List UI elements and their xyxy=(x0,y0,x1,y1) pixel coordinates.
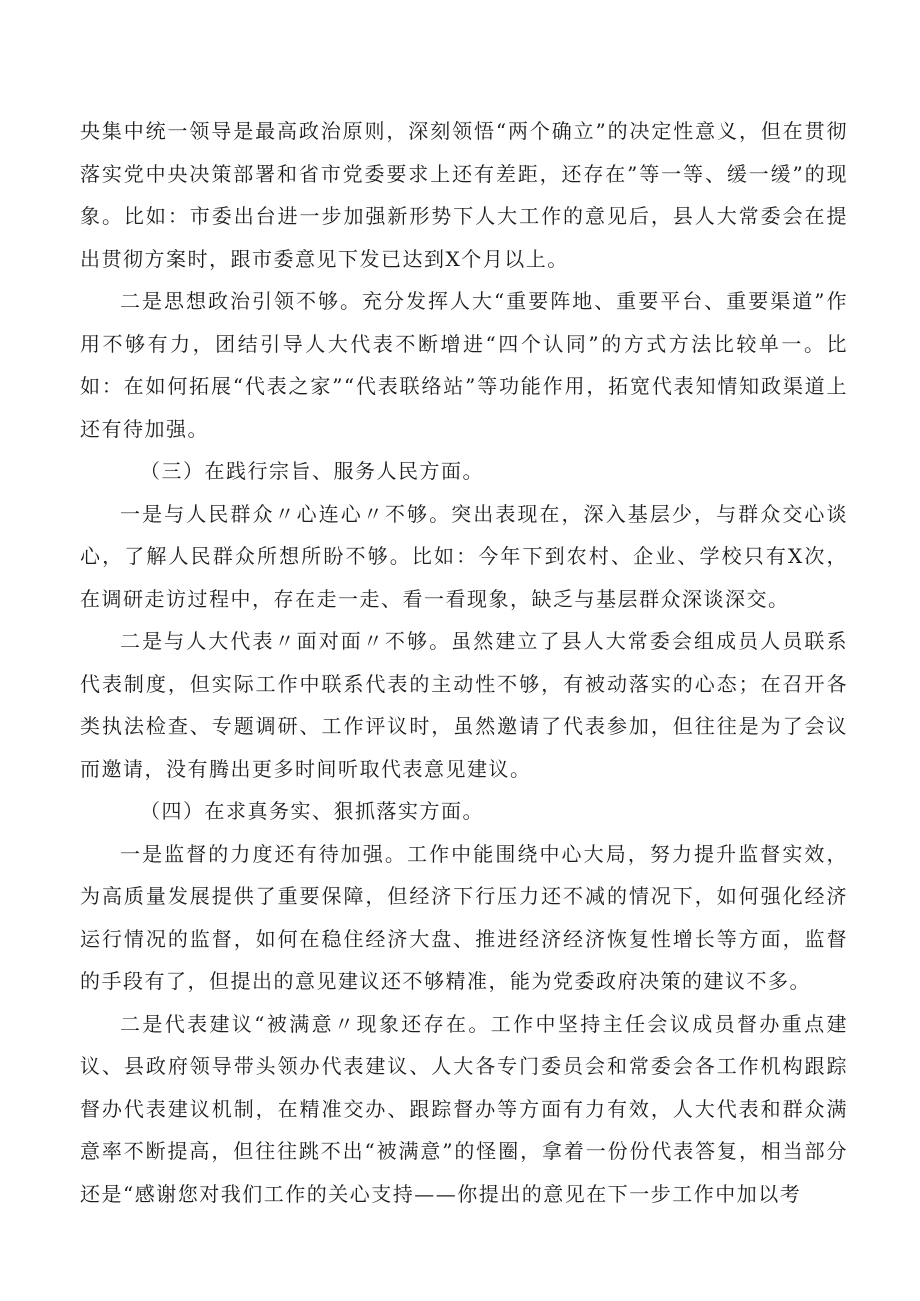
paragraph-connect-people: 一是与人民群众〃心连心〃不够。突出表现在，深入基层少，与群众交心谈心，了解人民群众所想所盼不够。比如：今年下到农村、企业、学校只有X次，在调研走访过程中，存在走一走、看一看现象，缺乏与基层群众深谈深交。 xyxy=(80,501,848,611)
paragraph-supervision: 一是监督的力度还有待加强。工作中能围绕中心大局，努力提升监督实效，为高质量发展提供了重要保障，但经济下行压力还不减的情况下，如何强化经济运行情况的监督，如何在稳住经济大盘、推进经济经济恢复性增长等方面，监督的手段有了，但提出的意见建议还不够精准，能为党委政府决策的建议不多。 xyxy=(80,841,848,993)
section-heading-4: （四）在求真务实、狠抓落实方面。 xyxy=(140,799,484,823)
document-body xyxy=(80,110,848,1215)
paragraph-continuation: 央集中统一领导是最高政治原则，深刻领悟“两个确立”的决定性意义，但在贯彻落实党中央决策部署和省市党委要求上还有差距，还存在”等一等、缓一缓”的现象。比如：市委出台进一步加强新形势下人大工作的意见后，县人大常委会在提出贯彻方案时，跟市委意见下发已达到X个月以上。 xyxy=(80,119,848,271)
paragraph-deputy-suggestions: 二是代表建议“被满意〃现象还存在。工作中坚持主任会议成员督办重点建议、县政府领导带头领办代表建议、人大各专门委员会和常委会各工作机构跟踪督办代表建议机制，在精准交办、跟踪督办等方面有力有效，人大代表和群众满意率不断提高，但往往跳不出“被满意”的怪圈，拿着一份份代表答复，相当部分还是“感谢您对我们工作的关心支持——你提出的意见在下一步工作中加以考 xyxy=(80,1011,848,1206)
section-heading-3: （三）在践行宗旨、服务人民方面。 xyxy=(140,459,484,483)
paragraph-face-deputies: 二是与人大代表〃面对面〃不够。虽然建立了县人大常委会组成员人员联系代表制度，但实际工作中联系代表的主动性不够，有被动落实的心态；在召开各类执法检查、专题调研、工作评议时，虽然邀请了代表参加，但往往是为了会议而邀请，没有腾出更多时间听取代表意见建议。 xyxy=(80,629,848,781)
paragraph-political-guidance: 二是思想政治引领不够。充分发挥人大“重要阵地、重要平台、重要渠道”作用不够有力，团结引导人大代表不断增进“四个认同”的方式方法比较单一。比如：在如何拓展“代表之家”“代表联络站”等功能作用，拓宽代表知情知政渠道上还有待加强。 xyxy=(80,289,848,441)
